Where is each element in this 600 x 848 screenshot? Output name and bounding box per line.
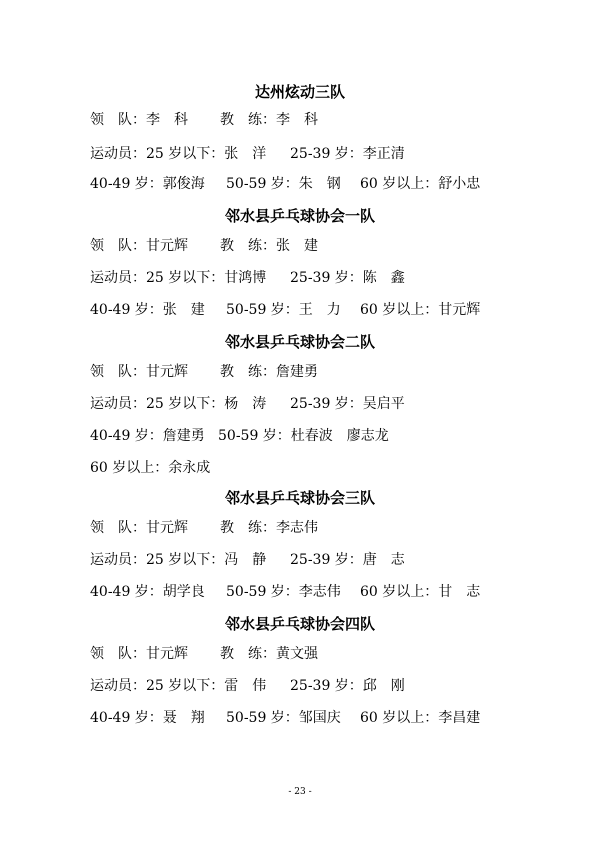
age-under-25: 运动员：25 岁以下：杨 涛 [90, 396, 267, 412]
age-25-39: 25-39 岁：唐 志 [290, 552, 405, 568]
coach: 教 练：张 建 [220, 238, 318, 254]
age-60-plus: 60 岁以上：舒小忠 [360, 176, 481, 192]
age-under-25: 运动员：25 岁以下：甘鸿博 [90, 270, 267, 286]
age-40-49: 40-49 岁：张 建 [90, 302, 205, 318]
team-leader: 领 队：甘元辉 [90, 364, 188, 380]
age-25-39: 25-39 岁：邱 刚 [290, 678, 405, 694]
age-50-59: 50-59 岁：王 力 [226, 302, 341, 318]
team-leader: 领 队：甘元辉 [90, 646, 188, 662]
age-40-49: 40-49 岁：詹建勇 [90, 428, 205, 444]
team-title-2: 邻水县乒乓球协会一队 [224, 207, 375, 225]
age-50-59: 50-59 岁：杜春波 廖志龙 [218, 428, 389, 444]
age-60-plus: 60 岁以上：甘元辉 [360, 302, 481, 318]
team-leader: 领 队：李 科 [90, 112, 188, 128]
team-title-5: 邻水县乒乓球协会四队 [224, 615, 375, 633]
team-title-4: 邻水县乒乓球协会三队 [224, 489, 375, 507]
age-50-59: 50-59 岁：李志伟 [226, 584, 341, 600]
age-40-49: 40-49 岁：胡学良 [90, 584, 205, 600]
age-under-25: 运动员：25 岁以下：张 洋 [90, 146, 267, 162]
coach: 教 练：李志伟 [220, 520, 318, 536]
coach: 教 练：李 科 [220, 112, 318, 128]
team-title-1: 达州炫动三队 [254, 83, 345, 101]
team-leader: 领 队：甘元辉 [90, 238, 188, 254]
age-60-plus: 60 岁以上：甘 志 [360, 584, 481, 600]
coach: 教 练：黄文强 [220, 646, 318, 662]
age-60-plus: 60 岁以上：李昌建 [360, 710, 481, 726]
age-40-49: 40-49 岁：郭俊海 [90, 176, 205, 192]
page-number: - 23 - [288, 787, 312, 797]
team-title-3: 邻水县乒乓球协会二队 [224, 333, 375, 351]
team-leader: 领 队：甘元辉 [90, 520, 188, 536]
age-40-49: 40-49 岁：聂 翔 [90, 710, 205, 726]
age-under-25: 运动员：25 岁以下：冯 静 [90, 552, 267, 568]
age-50-59: 50-59 岁：邹国庆 [226, 710, 341, 726]
age-25-39: 25-39 岁：吴启平 [290, 396, 405, 412]
age-under-25: 运动员：25 岁以下：雷 伟 [90, 678, 267, 694]
age-25-39: 25-39 岁：李正清 [290, 146, 405, 162]
age-25-39: 25-39 岁：陈 鑫 [290, 270, 405, 286]
age-60-plus: 60 岁以上：余永成 [90, 460, 211, 476]
coach: 教 练：詹建勇 [220, 364, 318, 380]
age-50-59: 50-59 岁：朱 钢 [226, 176, 341, 192]
